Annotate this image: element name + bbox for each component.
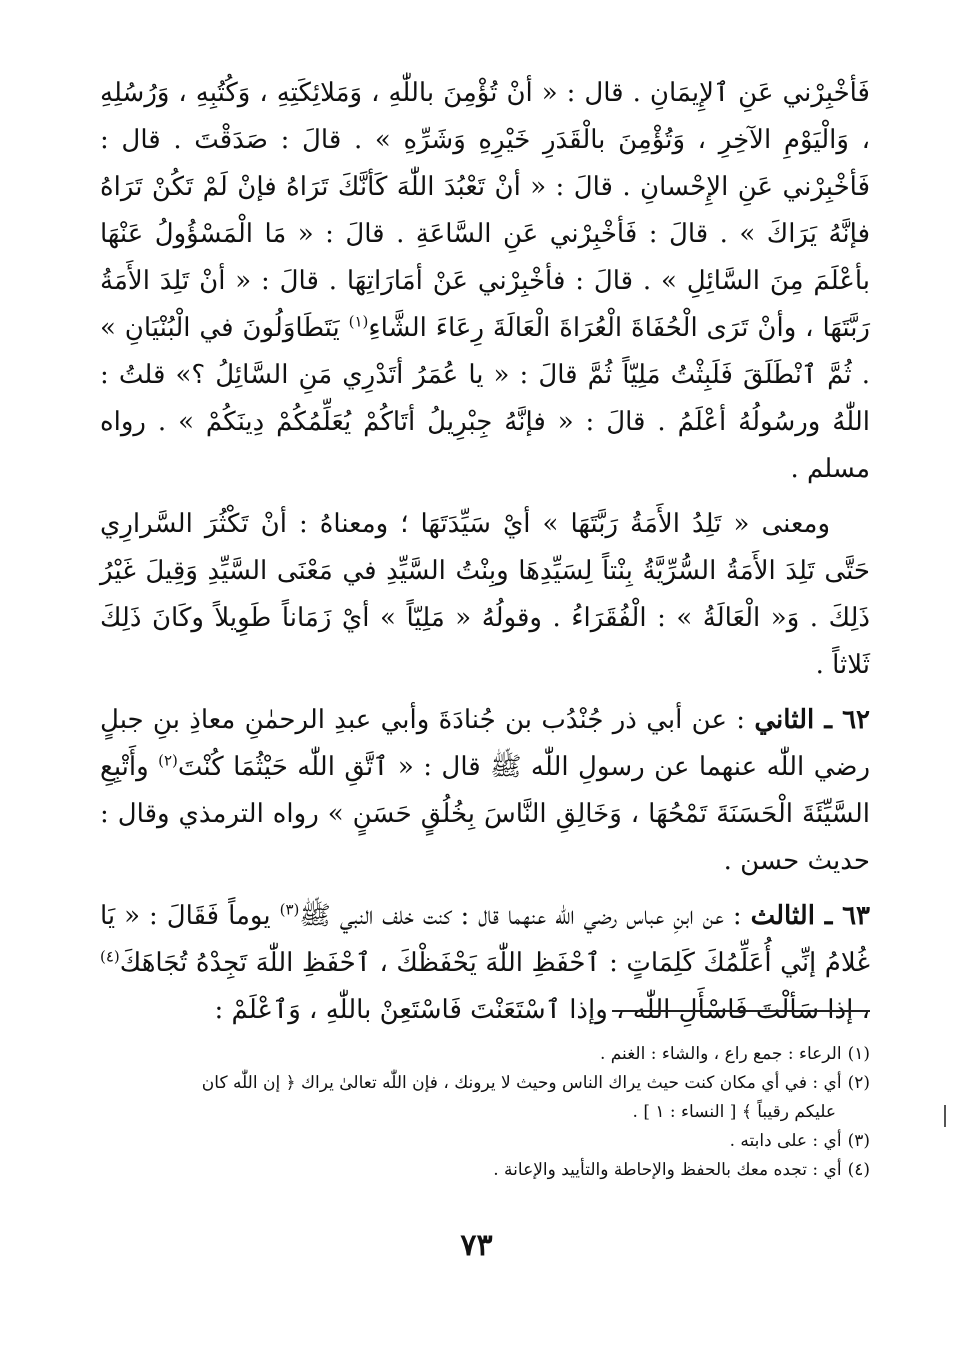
footnote-divider: [612, 1010, 870, 1012]
footnotes: [100, 1040, 870, 1185]
paragraph-hadith-63: [100, 893, 870, 1034]
hadith-heading: ٦٣ ـ الثالث: [750, 901, 871, 931]
footnote-ref-1[interactable]: (١): [348, 312, 369, 331]
margin-mark: [944, 1105, 946, 1127]
footnote-ref-4[interactable]: (٤): [100, 947, 120, 966]
paragraph-text: : عن أبي ذر جُنْدُب بن جُنادَةَ وأبي عبدِ الرحمٰنِ معاذِ بنِ جبلٍ رضي اللّٰه عنهما عن رسولِ اللّٰه ﷺ قال : « ٱتَّقِ اللّٰه حَيْثُمَا كُنْتَ: [100, 705, 870, 782]
footnote-text: الرعاء : جمع راع ، والشاء : الغنم .: [599, 1044, 842, 1064]
paragraph-text: : عن ابنِ عباس رضي اللّٰه عنهما قال : كنت خلف النبي ﷺ: [299, 901, 751, 931]
footnote-1: [100, 1040, 870, 1069]
paragraph-text: فَأخْبِرْني عَنِ ٱلإِيمَانِ . قال : « أنْ تُؤْمِنَ باللّٰهِ ، وَمَلائِكَتِهِ ، وَكُتُبِهِ ، وَرُسُلِهِ ، وَالْيَوْمِ الآخِرِ ، وَتُؤْمِنَ بالْقَدَرِ خَيْرِهِ وَشَرِّهِ » . قالَ : صَدَقْتَ . قال : فَأخْبِرْني عَنِ الإِحْسانِ . قالَ : « أنْ تَعْبُدَ اللّٰهَ كَأنَّكَ تَرَاهُ فإنْ لَمْ تَكُنْ تَرَاهُ فإنَّهُ يَرَاكَ » . قالَ : فَأخْبِرْني عَنِ السَّاعَةِ . قالَ : « مَا الْمَسْؤُولُ عَنْهَا بأعْلَمَ مِنَ السَّائِلِ » . قالَ : فأخْبِرْني عَنْ أمَارَاتِهَا . قالَ : « أنْ تَلِدَ الأَمَةُ رَبَّتَهَا ، وأنْ تَرَى الْحُفَاةَ الْعُرَاةَ الْعَالَةَ رِعَاءَ الشَّاءِ: [100, 78, 870, 343]
paragraph-hadith-62: [100, 697, 870, 885]
footnote-4: [100, 1156, 870, 1185]
footnote-ref-3[interactable]: (٣): [279, 900, 300, 919]
paragraph-text: يَتَطَاوَلُونَ في الْبُنْيَانِ » . ثُمَّ ٱنْطَلَقَ فَلَبِثْتُ مَلِيّاً ثُمَّ قالَ : « يا عُمَرُ أتَدْرِي مَنِ السَّائِلُ ؟» قلتُ : اللّٰهُ ورسُولُهُ أعْلَمُ . قالَ : « فإنَّهُ جِبْرِيلُ أتَاكُمْ يُعَلِّمُكُمْ دِينَكُمْ » . رواه مسلم .: [100, 313, 870, 484]
main-text: [100, 70, 870, 1034]
paragraph-hadith-jibril: [100, 70, 870, 493]
paragraph-explanation: [100, 501, 870, 689]
hadith-heading: ٦٢ ـ الثاني: [754, 705, 870, 735]
footnote-text: أي : على دابته .: [729, 1131, 842, 1151]
footnote-number: (٢): [847, 1073, 870, 1093]
footnote-3: [100, 1127, 870, 1156]
page-number: ٧٣: [460, 1228, 493, 1263]
footnote-2-continued: [100, 1098, 870, 1127]
footnote-number: (٤): [847, 1160, 870, 1180]
footnote-text: عليكم رقيباً ﴾ [ النساء : ١ ] .: [632, 1102, 836, 1122]
footnote-text: أي : تجده معك بالحفظ والإحاطة والتأييد والإعانة .: [493, 1160, 842, 1180]
paragraph-text: يوماً فَقَالَ : « يَا غُلامُ إنِّي أُعَلِّمُكَ كَلِمَاتٍ : ٱحْفَظِ اللّٰهَ يَحْفَظْكَ ، ٱحْفَظِ اللّٰهَ تَجِدْهُ تُجَاهَكَ: [100, 901, 870, 978]
footnote-number: (١): [847, 1044, 870, 1064]
paragraph-text: ومعنى « تَلِدُ الأَمَةُ رَبَّتَهَا » أيْ سَيِّدَتَهَا ؛ ومعناهُ : أنْ تَكْثُرَ السَّرارِي حَتَّى تَلِدَ الأَمَةُ السُّرِّيَّةُ بِنْتاً لِسَيِّدِهَا وبِنْتُ السَّيِّدِ في مَعْنَى السَّيِّدِ وَقِيلَ غَيْرُ ذَلِكَ . وَ« الْعَالَةُ » : الْفُقَرَاءُ . وقولُهُ « مَلِيّاً » أيْ زَمَاناً طَوِيلاً وكَانَ ذَلِكَ ثَلاثاً .: [100, 509, 870, 680]
footnote-ref-2[interactable]: (٢): [158, 751, 178, 770]
paragraph-text: ، إذا سَألْتَ فَاسْأَلِ اللّٰه ، وإذا ٱسْتَعَنْتَ فَاسْتَعِنْ باللّٰهِ ، وَٱعْلَمْ :: [214, 995, 870, 1025]
footnote-2: [100, 1069, 870, 1098]
paragraph-text: وأَتْبِعِ السَّيِّئَةَ الْحَسَنَةَ تَمْحُهَا ، وَخَالِقِ النَّاسَ بِخُلُقٍ حَسَنٍ » رواه الترمذي وقال : حديث حسن .: [100, 752, 870, 876]
footnote-text: أي : في أي مكان كنت حيث يراك الناس وحيث لا يرونك ، فإن اللّٰه تعالىٰ يراك ﴿ إن اللّٰه كان: [201, 1073, 842, 1093]
footnote-number: (٣): [847, 1131, 870, 1151]
